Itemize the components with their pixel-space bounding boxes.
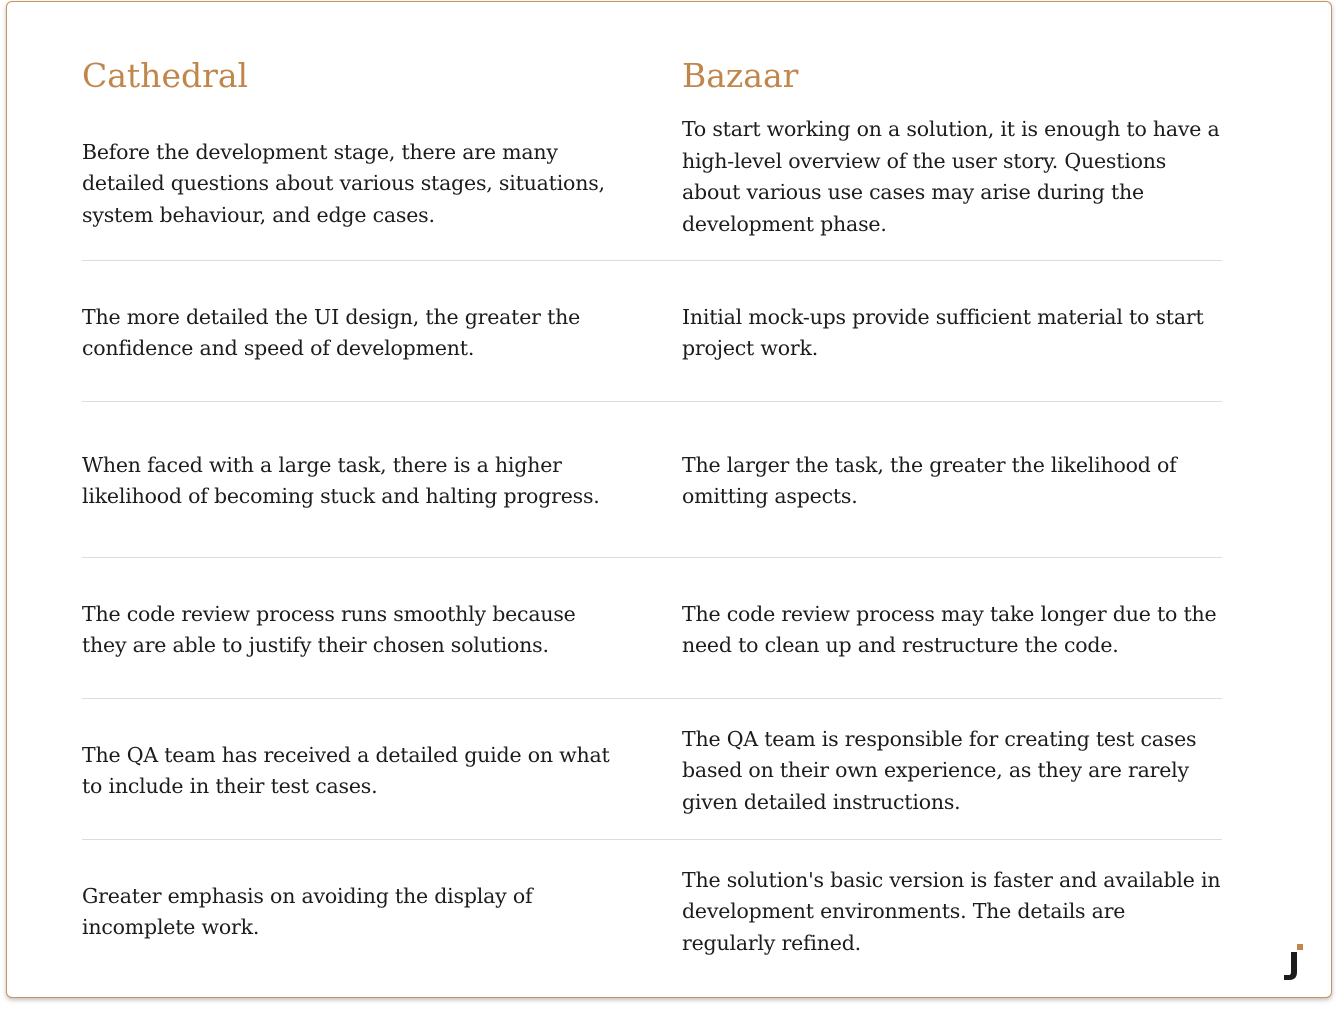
row-divider xyxy=(82,401,1222,402)
comparison-row xyxy=(82,301,1222,365)
cathedral-text: Greater emphasis on avoiding the display of incomplete work. xyxy=(82,883,533,939)
bazaar-text: The code review process may take longer due to the need to clean up and restructure the code. xyxy=(682,601,1217,657)
bazaar-text: The solution's basic version is faster and available in development environments. The details are regularly refined. xyxy=(682,867,1221,955)
row-divider xyxy=(82,557,1222,558)
row-divider xyxy=(82,839,1222,840)
comparison-row xyxy=(82,582,1222,678)
cathedral-cell xyxy=(82,582,612,678)
comparison-card xyxy=(6,1,1332,998)
j-logo-icon xyxy=(1278,944,1304,982)
bazaar-cell xyxy=(682,723,1222,819)
bazaar-heading: Bazaar xyxy=(682,56,799,95)
comparison-row xyxy=(82,433,1222,529)
cathedral-text: The more detailed the UI design, the greater the confidence and speed of development. xyxy=(82,304,581,360)
cathedral-cell xyxy=(82,433,612,529)
comparison-row xyxy=(82,723,1222,819)
bazaar-cell xyxy=(682,114,1222,240)
comparison-row xyxy=(82,114,1222,240)
bazaar-text: The larger the task, the greater the likelihood of omitting aspects. xyxy=(682,452,1177,508)
cathedral-cell xyxy=(82,723,612,819)
row-divider xyxy=(82,260,1222,261)
cathedral-text: When faced with a large task, there is a higher likelihood of becoming stuck and halting progress. xyxy=(82,452,600,508)
cathedral-cell xyxy=(82,864,612,960)
bazaar-cell xyxy=(682,433,1222,529)
bazaar-cell xyxy=(682,864,1222,960)
bazaar-text: To start working on a solution, it is enough to have a high-level overview of the user story. Questions about various use cases may arise during the development phase. xyxy=(682,117,1220,236)
comparison-row xyxy=(82,864,1222,960)
bazaar-cell xyxy=(682,301,1222,365)
cathedral-cell xyxy=(82,114,612,240)
cathedral-heading: Cathedral xyxy=(82,56,249,95)
cathedral-text: The code review process runs smoothly because they are able to justify their chosen solutions. xyxy=(82,601,576,657)
bazaar-text: Initial mock-ups provide sufficient material to start project work. xyxy=(682,304,1204,360)
bazaar-cell xyxy=(682,582,1222,678)
row-divider xyxy=(82,698,1222,699)
cathedral-text: The QA team has received a detailed guide on what to include in their test cases. xyxy=(82,742,610,798)
cathedral-text: Before the development stage, there are many detailed questions about various stages, situations, system behaviour, and edge cases. xyxy=(82,139,605,227)
bazaar-text: The QA team is responsible for creating test cases based on their own experience, as they are rarely given detailed instructions. xyxy=(682,726,1197,814)
cathedral-cell xyxy=(82,301,612,365)
